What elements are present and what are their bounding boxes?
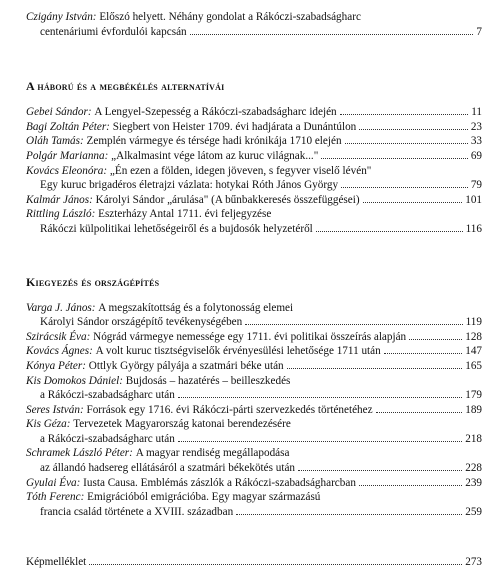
table-of-contents — [26, 10, 482, 570]
toc-line — [26, 432, 482, 447]
toc-author: Tóth Ferenc: — [26, 491, 85, 504]
toc-author: Gebei Sándor: — [26, 106, 92, 119]
dot-leader — [345, 143, 468, 144]
toc-author: Polgár Marianna: — [26, 149, 109, 162]
toc-line — [26, 134, 482, 149]
toc-page-number: 179 — [465, 389, 482, 402]
toc-line — [26, 388, 482, 403]
dot-leader — [376, 412, 463, 413]
toc-page-number: 228 — [465, 462, 482, 475]
toc-author: Schramek László Péter: — [26, 447, 133, 460]
toc-author: Kis Domokos Dániel: — [26, 374, 123, 387]
toc-entry-images[interactable] — [26, 555, 482, 570]
toc-line — [26, 315, 482, 330]
toc-entry[interactable] — [26, 164, 482, 193]
toc-line — [26, 105, 482, 120]
toc-entry[interactable] — [26, 193, 482, 208]
toc-page-number: 7 — [476, 25, 482, 38]
toc-entry[interactable] — [26, 476, 482, 491]
toc-line — [26, 359, 482, 374]
toc-title-continued: az állandó hadsereg ellátásáról a szatmári békekötés után — [40, 462, 296, 475]
dot-leader — [245, 324, 462, 325]
toc-title: Nógrád vármegye nemessége egy 1711. évi politikai összeírás alapján — [93, 330, 407, 343]
toc-title: „Én ezen a földen, idegen jöveven, s fegyver viselő lévén" — [109, 164, 372, 177]
toc-title: „Alkalmasint vége látom az kuruc világnak..." — [111, 149, 319, 162]
toc-title-continued: Károlyi Sándor országépítő tevékenységében — [40, 316, 243, 329]
toc-line — [26, 149, 482, 164]
toc-title-continued: Rákóczi külpolitikai lehetőségeiről és a bujdosók helyzetéről — [40, 222, 313, 235]
toc-page-number: 259 — [465, 505, 482, 518]
dot-leader — [89, 564, 462, 565]
toc-author: Czigány István: — [26, 11, 97, 23]
toc-entry[interactable] — [26, 344, 482, 359]
toc-page-number: 165 — [465, 359, 482, 372]
toc-line — [26, 417, 482, 432]
toc-page-number: 119 — [465, 316, 482, 329]
toc-page-number: 116 — [465, 222, 482, 235]
toc-entry[interactable] — [26, 403, 482, 418]
toc-line — [26, 222, 482, 237]
dot-leader — [316, 231, 463, 232]
dot-leader — [236, 514, 462, 515]
toc-page-number: 11 — [471, 106, 482, 119]
toc-entry[interactable] — [26, 149, 482, 164]
dot-leader — [340, 114, 469, 115]
toc-title: Képmelléklet — [26, 556, 87, 569]
toc-line — [26, 193, 482, 208]
toc-line — [26, 330, 482, 345]
toc-line — [26, 476, 482, 491]
toc-line — [26, 446, 482, 461]
toc-author: Kis Géza: — [26, 418, 71, 431]
toc-line — [26, 344, 482, 359]
toc-line — [26, 178, 482, 193]
toc-entry[interactable] — [26, 417, 482, 446]
toc-line — [26, 555, 482, 570]
toc-page-number: 79 — [470, 179, 482, 192]
toc-author: Seres István: — [26, 403, 84, 416]
toc-line — [26, 490, 482, 505]
dot-leader — [359, 129, 468, 130]
toc-entry[interactable] — [26, 490, 482, 519]
toc-title: Eszterházy Antal 1711. évi feljegyzése — [98, 208, 272, 221]
section-title-war-alternatives: A háború és a megbékélés alternatívái — [26, 79, 225, 94]
toc-page-number: 189 — [465, 403, 482, 416]
toc-line — [26, 25, 482, 40]
toc-author: Varga J. János: — [26, 301, 96, 314]
dot-leader — [298, 470, 462, 471]
toc-line — [26, 120, 482, 135]
toc-title: A Lengyel-Szepesség a Rákóczi-szabadságharc idején — [94, 106, 337, 119]
dot-leader — [178, 441, 462, 442]
dot-leader — [190, 34, 474, 35]
toc-title: A volt kuruc tisztségviselők érvényesülési lehetősége 1711 után — [95, 345, 381, 358]
toc-line — [26, 301, 482, 316]
toc-title: Tervezetek Magyarország katonai berendezésére — [73, 418, 291, 431]
toc-page-number: 33 — [470, 135, 482, 148]
toc-line — [26, 10, 482, 25]
toc-title-continued: Egy kuruc brigadéros életrajzi vázlata: hotykai Róth János György — [40, 179, 339, 192]
toc-page-number: 23 — [470, 120, 482, 133]
toc-entry[interactable] — [26, 120, 482, 135]
toc-title: Előszó helyett. Néhány gondolat a Rákóczi-szabadságharc — [99, 11, 361, 23]
section-title-reconciliation: Kiegyezés és országépítés — [26, 274, 160, 289]
toc-entry[interactable] — [26, 105, 482, 120]
toc-title-continued: francia család története a XVIII. században — [40, 505, 234, 518]
toc-entry[interactable] — [26, 446, 482, 475]
toc-author: Szirácsik Éva: — [26, 330, 91, 343]
toc-title: A megszakítottság és a folytonosság elemei — [98, 301, 294, 314]
dot-leader — [384, 353, 462, 354]
toc-entry[interactable] — [26, 207, 482, 236]
toc-page-number: 218 — [465, 432, 482, 445]
toc-author: Kovács Ágnes: — [26, 345, 93, 358]
dot-leader — [321, 158, 468, 159]
toc-title: Források egy 1716. évi Rákóczi-párti szervezkedés történetéhez — [86, 403, 373, 416]
toc-entry-intro[interactable] — [26, 10, 482, 39]
toc-line — [26, 505, 482, 520]
toc-author: Bagi Zoltán Péter: — [26, 120, 110, 133]
toc-title: Iusta Causa. Emblémás zászlók a Rákóczi-szabadságharcban — [83, 476, 356, 489]
toc-title-continued: a Rákóczi-szabadságharc után — [40, 432, 175, 445]
toc-title: Siegbert von Heister 1709. évi hadjárata a Dunántúlon — [112, 120, 357, 133]
toc-title: Zemplén vármegye és térsége hadi krónikája 1710 elején — [86, 135, 342, 148]
toc-line — [26, 207, 482, 222]
toc-author: Kónya Péter: — [26, 359, 86, 372]
toc-page-number: 239 — [465, 476, 482, 489]
dot-leader — [359, 485, 462, 486]
dot-leader — [409, 339, 462, 340]
toc-line — [26, 164, 482, 179]
toc-page-number: 128 — [465, 330, 482, 343]
toc-page-number: 69 — [470, 149, 482, 162]
dot-leader — [363, 202, 463, 203]
toc-line — [26, 374, 482, 389]
dot-leader — [178, 397, 462, 398]
toc-page-number: 273 — [465, 556, 482, 569]
toc-title: Károlyi Sándor „árulása" (A bűnbakkeresés összefüggései) — [95, 193, 360, 206]
toc-title-continued: a Rákóczi-szabadságharc után — [40, 389, 175, 402]
toc-entry[interactable] — [26, 301, 482, 330]
toc-page-number: 101 — [465, 193, 482, 206]
toc-title: Ottlyk György pályája a szatmári béke után — [88, 359, 284, 372]
toc-author: Oláh Tamás: — [26, 135, 84, 148]
toc-line — [26, 403, 482, 418]
toc-entry[interactable] — [26, 359, 482, 374]
toc-author: Rittling László: — [26, 208, 96, 221]
dot-leader — [341, 187, 468, 188]
toc-entry[interactable] — [26, 330, 482, 345]
toc-author: Gyulai Éva: — [26, 476, 81, 489]
toc-entry[interactable] — [26, 374, 482, 403]
toc-title-continued: centenáriumi évfordulói kapcsán — [40, 25, 187, 38]
toc-page-number: 147 — [465, 345, 482, 358]
toc-title: A magyar rendiség megállapodása — [135, 447, 290, 460]
toc-title: Emigrációból emigrációba. Egy magyar származású — [87, 491, 321, 504]
toc-title: Bujdosás – hazatérés – beilleszkedés — [125, 374, 291, 387]
toc-author: Kalmár János: — [26, 193, 93, 206]
toc-author: Kovács Eleonóra: — [26, 164, 108, 177]
toc-entry[interactable] — [26, 134, 482, 149]
dot-leader — [287, 368, 463, 369]
toc-line — [26, 461, 482, 476]
